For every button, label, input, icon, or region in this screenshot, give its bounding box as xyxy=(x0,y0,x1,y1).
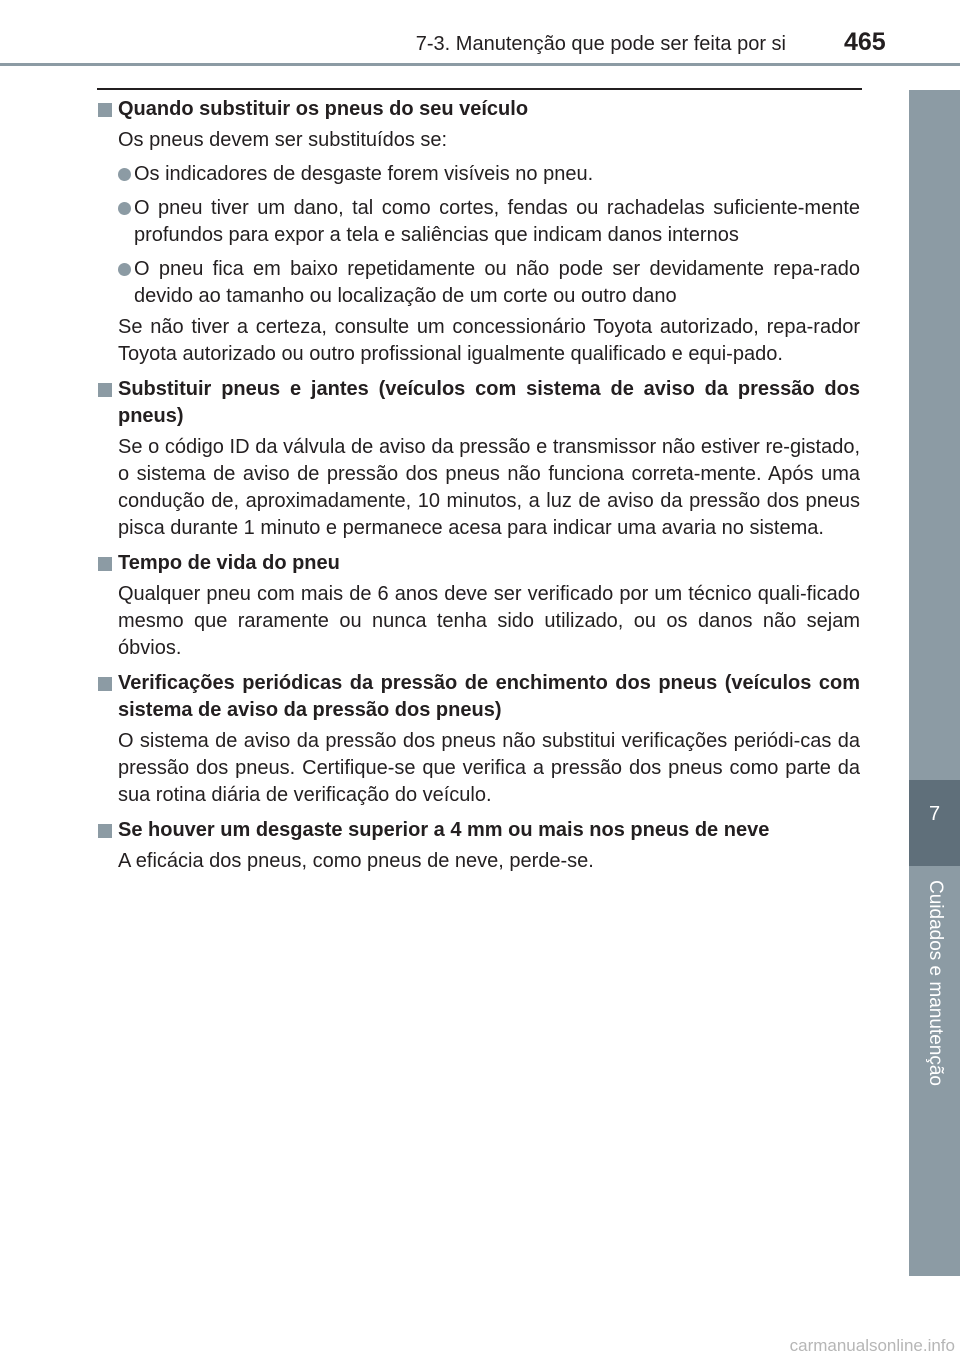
square-bullet-icon xyxy=(98,824,112,838)
running-header-title: 7-3. Manutenção que pode ser feita por si xyxy=(415,33,786,55)
chapter-label: Cuidados e manutenção xyxy=(925,880,946,1086)
section-heading xyxy=(96,670,860,724)
section-heading-text: Se houver um desgaste superior a 4 mm ou mais nos pneus de neve xyxy=(118,819,770,841)
section-periodic-pressure-checks xyxy=(96,670,860,809)
section-note: Se não tiver a certeza, consulte um concessionário Toyota autorizado, repa-rador Toyota autorizado ou outro profissional igualmente qualificado e equi-pado. xyxy=(118,316,860,365)
section-body: Se o código ID da válvula de aviso da pressão e transmissor não estiver re-gistado, o sistema de aviso de pressão dos pneus não funciona correta-mente. Após uma condução de, aproximadamente, 10 minutos, a luz de aviso da pressão dos pneus pisca durante 1 minuto e permanece acesa para indicar uma avaria no sistema. xyxy=(118,436,860,539)
section-heading-text: Tempo de vida do pneu xyxy=(118,552,340,574)
page-number: 465 xyxy=(844,28,886,56)
list-item xyxy=(118,161,860,188)
square-bullet-icon xyxy=(98,103,112,117)
section-replace-tires-wheels xyxy=(96,376,860,542)
section-heading xyxy=(96,376,860,430)
list-item xyxy=(118,256,860,310)
round-bullet-icon xyxy=(118,168,131,181)
section-when-to-replace xyxy=(96,96,860,368)
round-bullet-icon xyxy=(118,263,131,276)
section-body: Qualquer pneu com mais de 6 anos deve ser verificado por um técnico quali-ficado mesmo que raramente ou nunca tenha sido utilizado, ou os danos não sejam óbvios. xyxy=(118,583,860,659)
section-heading-text: Substituir pneus e jantes (veículos com sistema de aviso da pressão dos pneus) xyxy=(118,378,860,427)
list-item xyxy=(118,195,860,249)
section-body: A eficácia dos pneus, como pneus de neve, perde-se. xyxy=(118,850,594,872)
square-bullet-icon xyxy=(98,383,112,397)
section-heading-text: Quando substituir os pneus do seu veículo xyxy=(118,98,529,120)
content-top-rule xyxy=(97,88,862,90)
section-heading-text: Verificações periódicas da pressão de enchimento dos pneus (veículos com sistema de aviso da pressão dos pneus) xyxy=(118,672,860,721)
section-snow-tire-wear xyxy=(96,817,860,875)
square-bullet-icon xyxy=(98,677,112,691)
section-heading xyxy=(96,550,860,577)
section-tire-lifespan xyxy=(96,550,860,662)
list-item-text: O pneu fica em baixo repetidamente ou não pode ser devidamente repa-rado devido ao tamanho ou localização de um corte ou outro dano xyxy=(134,258,860,307)
section-heading xyxy=(96,96,860,123)
section-intro: Os pneus devem ser substituídos se: xyxy=(118,129,448,151)
bullet-list xyxy=(96,161,860,310)
chapter-number: 7 xyxy=(928,803,941,825)
section-heading xyxy=(96,817,860,844)
watermark-text: carmanualsonline.info xyxy=(789,1336,955,1355)
square-bullet-icon xyxy=(98,557,112,571)
section-body: O sistema de aviso da pressão dos pneus não substitui verificações periódi-cas da pressão dos pneus. Certifique-se que verifica a pressão dos pneus como parte da sua rotina diária de verificação do veículo. xyxy=(118,730,860,806)
list-item-text: Os indicadores de desgaste forem visíveis no pneu. xyxy=(134,163,594,185)
page-content xyxy=(96,96,860,883)
round-bullet-icon xyxy=(118,202,131,215)
list-item-text: O pneu tiver um dano, tal como cortes, fendas ou rachadelas suficiente-mente profundos para expor a tela e saliências que indicam danos internos xyxy=(134,197,860,246)
header-divider xyxy=(0,63,960,66)
